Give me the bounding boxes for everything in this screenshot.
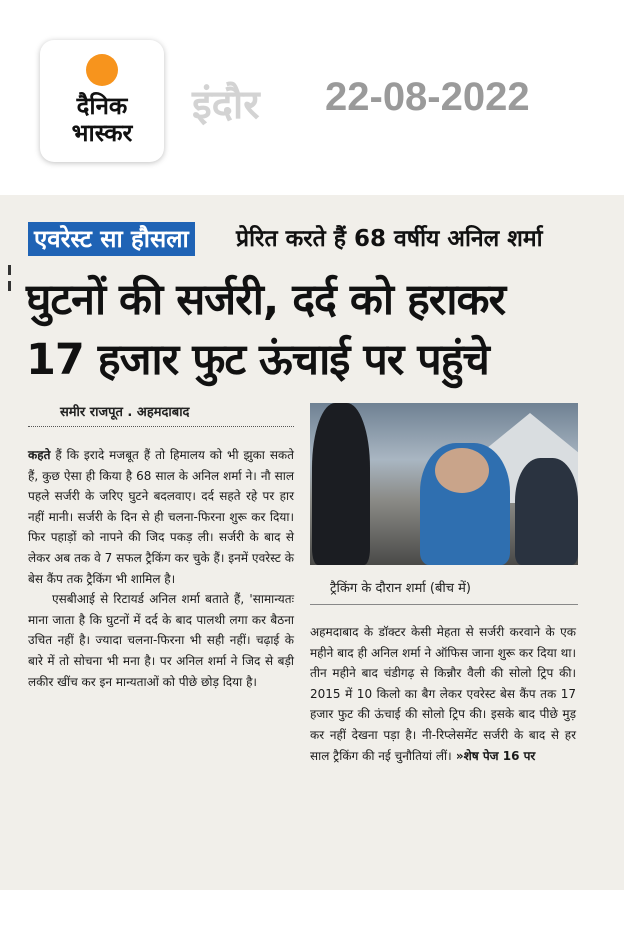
article-column-left bbox=[28, 445, 294, 692]
logo-line2: भास्कर bbox=[71, 118, 133, 147]
logo-text bbox=[40, 92, 164, 146]
article-column-right bbox=[310, 622, 576, 766]
edge-marks bbox=[8, 265, 12, 305]
lead-word: कहते bbox=[28, 448, 51, 462]
paragraph-2: एसबीआई से रिटायर्ड अनिल शर्मा बताते हैं, 'सामान्यतः माना जाता है कि घुटनों में दर्द के बाद पालथी लगा कर बैठना उचित नहीं है। ज्यादा चलना-फिरना भी सही नहीं। चढ़ाई के बारे में तो सोचना भी मना है। पर अनिल शर्मा ने जिद से बड़ी लकीर खींच कर इन मान्यताओं को पीछे छोड़ दिया है। bbox=[28, 592, 294, 689]
headline-line2: 17 हजार फुट ऊंचाई पर पहुंचे bbox=[26, 335, 489, 385]
sun-icon bbox=[86, 54, 118, 86]
paragraph-1-text: हैं कि इरादे मजबूत हैं तो हिमालय को भी झुका सकते हैं, कुछ ऐसा ही किया है 68 साल के अनिल शर्मा ने। नौ साल पहले सर्जरी के जरिए घुटने बदलवाए। दर्द सहते रहे पर हार नहीं मानी। सर्जरी के दिन से ही चलना-फिरना शुरू कर दिया। फिर पहाड़ों को नापने की जिद पकड़ ली। सर्जरी के बाद से लेकर अब तक वे 7 सफल ट्रैकिंग कर चुके हैं। इनमें एवरेस्ट के बेस कैंप तक ट्रैकिंग भी शामिल है। bbox=[28, 448, 294, 586]
person-left bbox=[312, 403, 370, 565]
photo-caption: ट्रैकिंग के दौरान शर्मा (बीच में) bbox=[330, 581, 471, 596]
caption-divider bbox=[310, 604, 578, 605]
byline: समीर राजपूत . अहमदाबाद bbox=[60, 405, 190, 420]
edition-date: 22-08-2022 bbox=[325, 75, 530, 119]
kicker-tag: एवरेस्ट सा हौसला bbox=[28, 222, 195, 256]
trekking-photo bbox=[310, 403, 578, 565]
logo-line1: दैनिक bbox=[76, 91, 128, 120]
dainik-bhaskar-logo[interactable] bbox=[40, 40, 164, 162]
byline-divider bbox=[28, 426, 294, 427]
kicker-text: प्रेरित करते हैं 68 वर्षीय अनिल शर्मा bbox=[236, 226, 543, 252]
continued-label: »शेष पेज 16 पर bbox=[451, 748, 536, 763]
app-header bbox=[0, 0, 624, 190]
paragraph-3 bbox=[310, 622, 576, 766]
person-right bbox=[515, 458, 578, 565]
paragraph-3-text: अहमदाबाद के डॉक्टर केसी मेहता से सर्जरी करवाने के एक महीने बाद ही अनिल शर्मा ने ऑफिस जाना शुरू कर दिया था। तीन महीने बाद चंडीगढ़ से किन्नौर वैली की सोलो ट्रिप की। 2015 में 10 किलो का बैग लेकर एवरेस्ट बेस कैंप तक 17 हजार फुट की ऊंचाई की सोलो ट्रिप की। इसके बाद पीछे मुड़ कर नहीं देखना पड़ा है। नी-रिप्लेसमेंट सर्जरी के बाद से हर साल ट्रैकिंग की नई चुनौतियां लीं। bbox=[310, 625, 576, 763]
headline bbox=[26, 270, 606, 390]
person-middle-face bbox=[435, 448, 489, 493]
city-label: इंदौर bbox=[192, 82, 260, 128]
headline-line1: घुटनों की सर्जरी, दर्द को हराकर bbox=[26, 275, 506, 325]
paragraph-1 bbox=[28, 445, 294, 589]
